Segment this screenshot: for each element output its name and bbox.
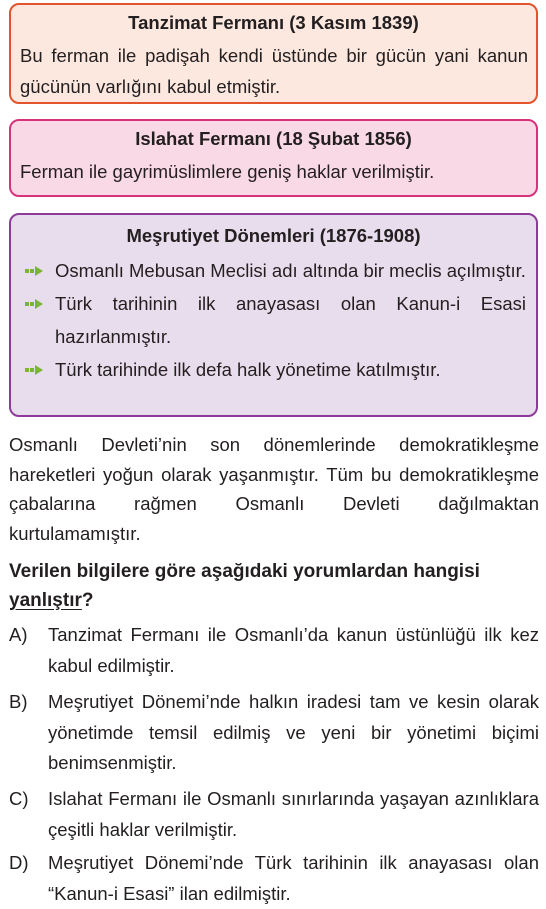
option-letter: C)	[9, 788, 29, 809]
islahat-box	[9, 119, 538, 197]
option-text: Tanzimat Fermanı ile Osmanlı’da kanun üstünlüğü ilk kez kabul edilmiştir.	[48, 624, 539, 676]
mesrutiyet-bullet	[11, 353, 536, 386]
option-b[interactable]	[9, 687, 539, 779]
mesrutiyet-box	[9, 213, 538, 417]
option-letter: D)	[9, 852, 29, 873]
mesrutiyet-bullet	[11, 254, 536, 287]
option-a[interactable]	[9, 620, 539, 681]
option-letter: A)	[9, 624, 28, 645]
mesrutiyet-title: Meşrutiyet Dönemleri (1876-1908)	[126, 225, 421, 246]
option-text: Meşrutiyet Dönemi’nde halkın iradesi tam ve kesin olarak yönetimde temsil edilmiş ve yeni bir yönetimi biçimi benimsenmiştir.	[48, 691, 539, 773]
option-text: Islahat Fermanı ile Osmanlı sınırlarında yaşayan azınlıklara çeşitli haklar verilmiştir.	[48, 788, 539, 840]
question-mark: ?	[81, 590, 94, 611]
tanzimat-text: Bu ferman ile padişah kendi üstünde bir gücün yani kanun gücünün varlığını kabul etmiştir.	[20, 45, 528, 97]
option-c[interactable]	[9, 784, 539, 845]
arrow-right-icon	[25, 365, 47, 375]
mesrutiyet-bullet-text: Türk tarihinin ilk anayasası olan Kanun-i Esasi hazırlanmıştır.	[55, 293, 526, 347]
arrow-right-icon	[25, 299, 47, 309]
tanzimat-box	[9, 3, 538, 104]
islahat-title: Islahat Fermanı (18 Şubat 1856)	[135, 128, 412, 149]
question-stem	[9, 557, 539, 615]
tanzimat-title: Tanzimat Fermanı (3 Kasım 1839)	[128, 12, 419, 33]
mesrutiyet-bullet-text: Türk tarihinde ilk defa halk yönetime katılmıştır.	[55, 359, 441, 380]
option-d[interactable]	[9, 848, 539, 909]
question-text: Verilen bilgilere göre aşağıdaki yorumlardan hangisi	[9, 561, 480, 582]
mesrutiyet-bullet-text: Osmanlı Mebusan Meclisi adı altında bir meclis açılmıştır.	[55, 260, 526, 281]
arrow-right-icon	[25, 266, 47, 276]
mesrutiyet-bullet	[11, 287, 536, 353]
context-paragraph: Osmanlı Devleti’nin son dönemlerinde demokratikleşme hareketleri yoğun olarak yaşanmıştır. Tüm bu demokratikleşme çabalarına rağmen Osmanlı Devleti dağılmaktan kurtulamamıştır.	[9, 434, 539, 544]
islahat-text: Ferman ile gayrimüslimlere geniş haklar verilmiştir.	[20, 161, 435, 182]
option-text: Meşrutiyet Dönemi’nde Türk tarihinin ilk anayasası olan “Kanun-i Esasi” ilan edilmiştir.	[48, 852, 539, 904]
option-letter: B)	[9, 691, 28, 712]
question-underlined-word: yanlıştır	[9, 590, 82, 611]
